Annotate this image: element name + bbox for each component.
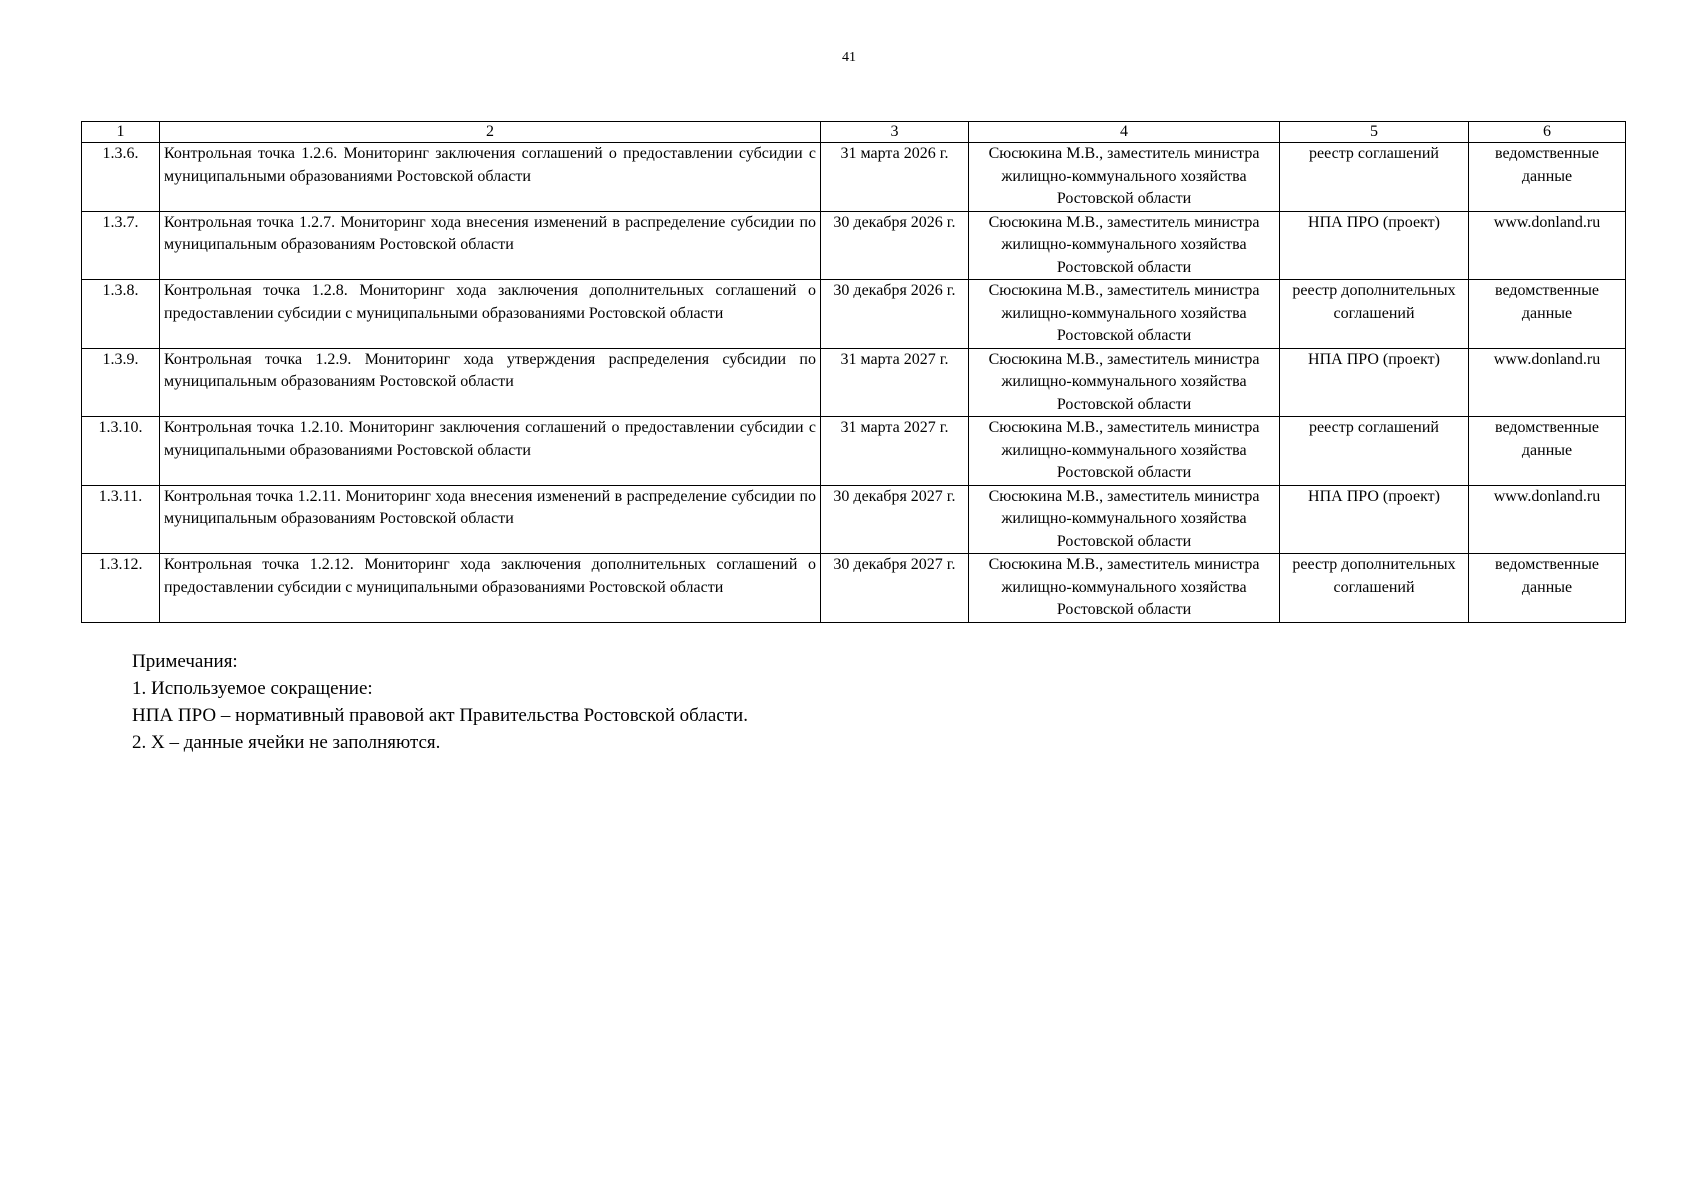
note-line: 2. Х – данные ячейки не заполняются. <box>132 732 441 753</box>
notes-title: Примечания: <box>132 651 238 672</box>
row-deadline: 30 декабря 2026 г. <box>821 280 969 349</box>
row-description: Контрольная точка 1.2.6. Мониторинг заключения соглашений о предоставлении субсидии с муниципальными образованиями Ростовской области <box>160 143 821 212</box>
table-row <box>82 417 1626 486</box>
row-source: ведомственные данные <box>1469 280 1626 349</box>
row-source: ведомственные данные <box>1469 143 1626 212</box>
row-responsible: Сюсюкина М.В., заместитель министра жилищно-коммунального хозяйства Ростовской области <box>969 485 1280 554</box>
row-number: 1.3.12. <box>82 554 160 623</box>
row-source: www.donland.ru <box>1469 211 1626 280</box>
control-points-table <box>81 121 1626 623</box>
row-document: НПА ПРО (проект) <box>1280 485 1469 554</box>
row-number: 1.3.9. <box>82 348 160 417</box>
row-responsible: Сюсюкина М.В., заместитель министра жилищно-коммунального хозяйства Ростовской области <box>969 143 1280 212</box>
row-deadline: 30 декабря 2026 г. <box>821 211 969 280</box>
table-row <box>82 485 1626 554</box>
row-source: ведомственные данные <box>1469 554 1626 623</box>
page-number: 41 <box>842 50 856 65</box>
header-cell: 1 <box>82 122 160 143</box>
row-deadline: 30 декабря 2027 г. <box>821 554 969 623</box>
header-cell: 6 <box>1469 122 1626 143</box>
row-deadline: 31 марта 2027 г. <box>821 348 969 417</box>
row-number: 1.3.7. <box>82 211 160 280</box>
row-description: Контрольная точка 1.2.9. Мониторинг хода утверждения распределения субсидии по муниципальным образованиям Ростовской области <box>160 348 821 417</box>
row-number: 1.3.11. <box>82 485 160 554</box>
row-responsible: Сюсюкина М.В., заместитель министра жилищно-коммунального хозяйства Ростовской области <box>969 280 1280 349</box>
note-line: НПА ПРО – нормативный правовой акт Правительства Ростовской области. <box>132 705 748 726</box>
row-description: Контрольная точка 1.2.10. Мониторинг заключения соглашений о предоставлении субсидии с муниципальными образованиями Ростовской области <box>160 417 821 486</box>
row-deadline: 31 марта 2027 г. <box>821 417 969 486</box>
row-number: 1.3.10. <box>82 417 160 486</box>
row-responsible: Сюсюкина М.В., заместитель министра жилищно-коммунального хозяйства Ростовской области <box>969 348 1280 417</box>
table-row <box>82 348 1626 417</box>
table-row <box>82 554 1626 623</box>
row-responsible: Сюсюкина М.В., заместитель министра жилищно-коммунального хозяйства Ростовской области <box>969 417 1280 486</box>
row-document: реестр соглашений <box>1280 417 1469 486</box>
table-row <box>82 143 1626 212</box>
row-document: реестр дополнительных соглашений <box>1280 280 1469 349</box>
row-source: www.donland.ru <box>1469 485 1626 554</box>
notes-section <box>132 648 748 756</box>
row-description: Контрольная точка 1.2.8. Мониторинг хода заключения дополнительных соглашений о предоставлении субсидии с муниципальными образованиями Ростовской области <box>160 280 821 349</box>
header-cell: 2 <box>160 122 821 143</box>
row-description: Контрольная точка 1.2.12. Мониторинг хода заключения дополнительных соглашений о предоставлении субсидии с муниципальными образованиями Ростовской области <box>160 554 821 623</box>
row-description: Контрольная точка 1.2.7. Мониторинг хода внесения изменений в распределение субсидии по муниципальным образованиям Ростовской области <box>160 211 821 280</box>
row-document: НПА ПРО (проект) <box>1280 211 1469 280</box>
row-description: Контрольная точка 1.2.11. Мониторинг хода внесения изменений в распределение субсидии по муниципальным образованиям Ростовской области <box>160 485 821 554</box>
row-number: 1.3.6. <box>82 143 160 212</box>
header-cell: 5 <box>1280 122 1469 143</box>
row-responsible: Сюсюкина М.В., заместитель министра жилищно-коммунального хозяйства Ростовской области <box>969 554 1280 623</box>
row-source: www.donland.ru <box>1469 348 1626 417</box>
note-line: 1. Используемое сокращение: <box>132 678 373 699</box>
table-header-row <box>82 122 1626 143</box>
row-deadline: 31 марта 2026 г. <box>821 143 969 212</box>
header-cell: 3 <box>821 122 969 143</box>
row-deadline: 30 декабря 2027 г. <box>821 485 969 554</box>
table-row <box>82 211 1626 280</box>
row-document: реестр дополнительных соглашений <box>1280 554 1469 623</box>
table-row <box>82 280 1626 349</box>
header-cell: 4 <box>969 122 1280 143</box>
row-document: НПА ПРО (проект) <box>1280 348 1469 417</box>
row-number: 1.3.8. <box>82 280 160 349</box>
row-document: реестр соглашений <box>1280 143 1469 212</box>
row-responsible: Сюсюкина М.В., заместитель министра жилищно-коммунального хозяйства Ростовской области <box>969 211 1280 280</box>
row-source: ведомственные данные <box>1469 417 1626 486</box>
